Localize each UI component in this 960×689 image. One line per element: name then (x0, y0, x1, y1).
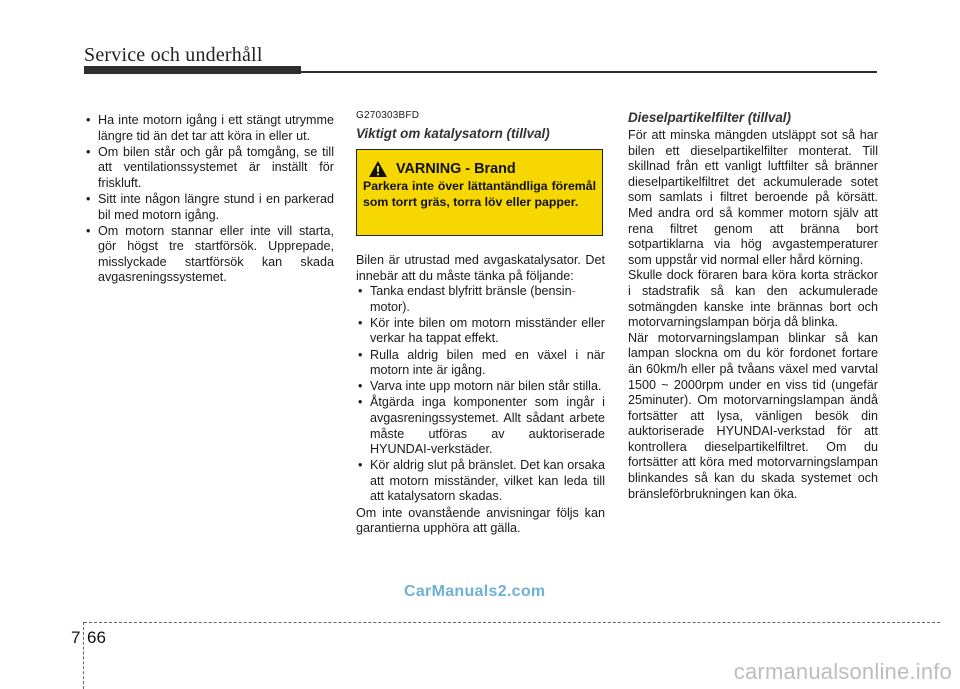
warning-header (368, 160, 596, 178)
warning-box (356, 149, 603, 236)
list-item: • Åtgärda inga komponenter som ingår i avgasreningssystemet. Allt sådant arbete måste utföras av auktoriserade HYUNDAI-verkstäder. (356, 395, 605, 457)
list-item: • Rulla aldrig bilen med en växel i när motorn inte är igång. (356, 348, 605, 379)
list-item: • Om motorn stannar eller inte vill starta, gör högst tre startförsök. Upprepade, misslyckade startförsök kan skada avgasreningssystemet. (84, 224, 334, 286)
warning-triangle-icon (368, 160, 388, 178)
header-rule (301, 71, 877, 73)
section-number: 7 (71, 628, 81, 647)
dpf-paragraph: För att minska mängden utsläppt sot så har bilen ett dieselpartikelfilter monterat. Till skillnad från ett vanligt luftfilter så bränner dieselpartikelfiltret det ackumulerade sotet som samlats i filtret beroende på körsätt. Med andra ord så kommer motorn själv att rena filtret genom att bränna bort sotpartiklarna via hög avgastemperaturer som uppstår vid normal eller hård körning. (628, 128, 878, 267)
dpf-paragraph: När motorvarningslampan blinkar så kan lampan slockna om du kör fordonet fortare än 60km/h eller på tvåans växel med varvtal 1500 ~ 2000rpm under en viss tid (ungefär 25minuter). Om motorvarningslampan ändå fortsätter att lysa, vänligen besök din auktoriserade HYUNDAI-verkstad för att kontrollera dieselpartikelfiltret. Om du fortsätter att köra med motorvarningslampan blinkandes så kan du skada systemet och bränsleförbrukningen kan öka. (628, 330, 878, 501)
catalyst-outro: Om inte ovanstående anvisningar följs kan garantierna upphöra att gälla. (356, 505, 605, 536)
dpf-paragraph: Skulle dock föraren bara köra korta sträckor i stadstrafik så kan den ackumulerade sotmängden kanske inte brännas bort och motorvarningslampan börja då blinka. (628, 268, 878, 330)
list-item-text-end: motor). (370, 299, 410, 314)
footer-divider (83, 622, 84, 689)
hyphen-mark: - (571, 284, 576, 299)
list-item: • Varva inte upp motorn när bilen står stilla. (356, 379, 605, 395)
carmanuals-watermark[interactable]: CarManuals2.com (404, 583, 546, 600)
list-item: • Om bilen står och går på tomgång, se till att ventilationssystemet är inställt för friskluft. (84, 145, 334, 192)
page-number: 66 (87, 628, 106, 647)
column-left (84, 113, 334, 287)
document-code: G270303BFD (356, 110, 420, 121)
safety-list (84, 113, 334, 286)
catalyst-list (356, 284, 605, 505)
page-header-title: Service och underhåll (84, 44, 263, 66)
warning-text: Parkera inte över lättantändliga föremål som torrt gräs, torra löv eller papper. (363, 179, 596, 209)
list-item: • Ha inte motorn igång i ett stängt utrymme längre tid än det tar att köra in eller ut. (84, 113, 334, 144)
column-middle (356, 109, 605, 537)
list-item: • Kör aldrig slut på bränslet. Det kan orsaka att motorn misständer, vilket kan leda till att katalysatorn skadas. (356, 458, 605, 505)
catalyst-heading: Viktigt om katalysatorn (tillval) (356, 126, 550, 141)
warning-title: VARNING - Brand (396, 161, 516, 177)
header-bar (84, 66, 301, 74)
catalyst-intro: Bilen är utrustad med avgaskatalysator. Det innebär att du måste tänka på följande: (356, 253, 605, 283)
column-right (628, 109, 878, 502)
dpf-heading: Dieselpartikelfilter (tillval) (628, 110, 791, 125)
footer-rule (84, 622, 940, 623)
list-item (356, 284, 605, 315)
list-item-text: Tanka endast blyfritt bränsle (bensin (370, 284, 572, 299)
list-item: • Kör inte bilen om motorn misständer eller verkar ha tappat effekt. (356, 316, 605, 347)
list-item: • Sitt inte någon längre stund i en parkerad bil med motorn igång. (84, 192, 334, 223)
site-watermark[interactable]: carmanualsonline.info (733, 659, 952, 684)
